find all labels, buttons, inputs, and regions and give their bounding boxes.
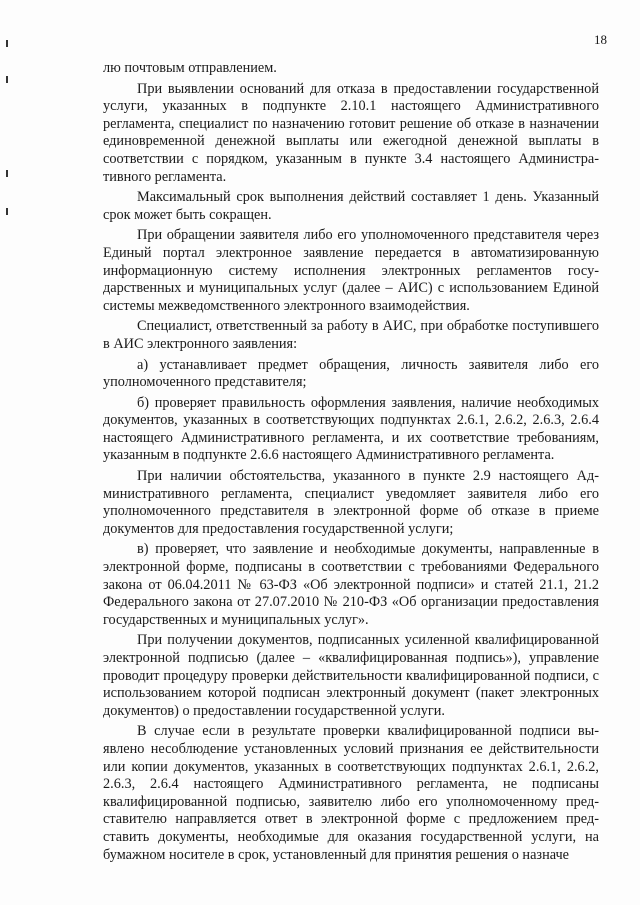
paragraph: При выявлении оснований для отказа в предоставлении государственной услуги, указанных в подпункте 2.10.1 настоящего Административного регламента, специалист по назначению готовит решение об отказе в назначении единовременной денежной выплаты или ежегодной денежной выплаты в соответствии с порядком, указанным в пункте 3.4 настоящего Административного регламента. [103,80,599,185]
paragraph: лю почтовым отправлением. [103,60,277,76]
paragraph: При наличии обстоятельства, указанного в пункте 2.9 настоящего Административного регламента, специалист уведомляет заявителя либо его уполномоченного представителя в электронной форме об отказе в приеме документов для предоставления государственной услуги; [103,468,599,537]
margin-mark [6,40,8,47]
margin-mark [6,76,8,83]
margin-mark [6,170,8,177]
paragraph: В случае если в результате проверки квалифицированной подписи выявлено несоблюдение установленных условий признания ее действительности или копии документов, указанных в соответствующих подпунктах 2.6.1, 2.6.2, 2.6.3, 2.6.4 настоящего Административного регламента, не подписаны квалифицированной подписью, заявителю либо его уполномоченному представителю направляется ответ в электронной форме с предложением представить документы, необходимые для оказания государственной услуги, на бумажном носителе в срок, установленный для принятия решения о назначе [103,723,599,863]
paragraph: При получении документов, подписанных усиленной квалифицированной электронной подписью (далее – «квалифицированная подпись»), управление проводит процедуру проверки действительности квалифицированной подписи, с использованием которой подписан электронный документ (пакет электронных документов) о предоставлении государственной услуги. [103,632,599,719]
paragraph: Максимальный срок выполнения действий составляет 1 день. Указанный срок может быть сокращен. [103,189,599,223]
paragraph: Специалист, ответственный за работу в АИС, при обработке поступившего в АИС электронного заявления: [103,318,599,352]
margin-mark [6,208,8,215]
paragraph: При обращении заявителя либо его уполномоченного представителя через Единый портал электронное заявление передается в автоматизированную информационную систему исполнения электронных регламентов государственных и муниципальных услуг (далее – АИС) с использованием Единой системы межведомственного электронного взаимодействия. [103,227,599,314]
paragraph: а) устанавливает предмет обращения, личность заявителя либо его уполномоченного представителя; [103,356,599,391]
paragraph: в) проверяет, что заявление и необходимые документы, направленные в электронной форме, подписаны в соответствии с требованиями Федерального закона от 06.04.2011 № 63-ФЗ «Об электронной подписи» и статей 21.1, 21.2 Федерального закона от 27.07.2010 № 210-ФЗ «Об организации предоставления государственных и муниципальных услуг». [103,541,599,628]
document-body [103,60,599,867]
paragraph: б) проверяет правильность оформления заявления, наличие необходимых документов, указанных в соответствующих подпунктах 2.6.1, 2.6.2, 2.6.3, 2.6.4 настоящего Административного регламента, и их соответствие требованиям, указанным в подпункте 2.6.6 настоящего Административного регламента. [103,394,599,464]
page-number: 18 [594,32,607,47]
